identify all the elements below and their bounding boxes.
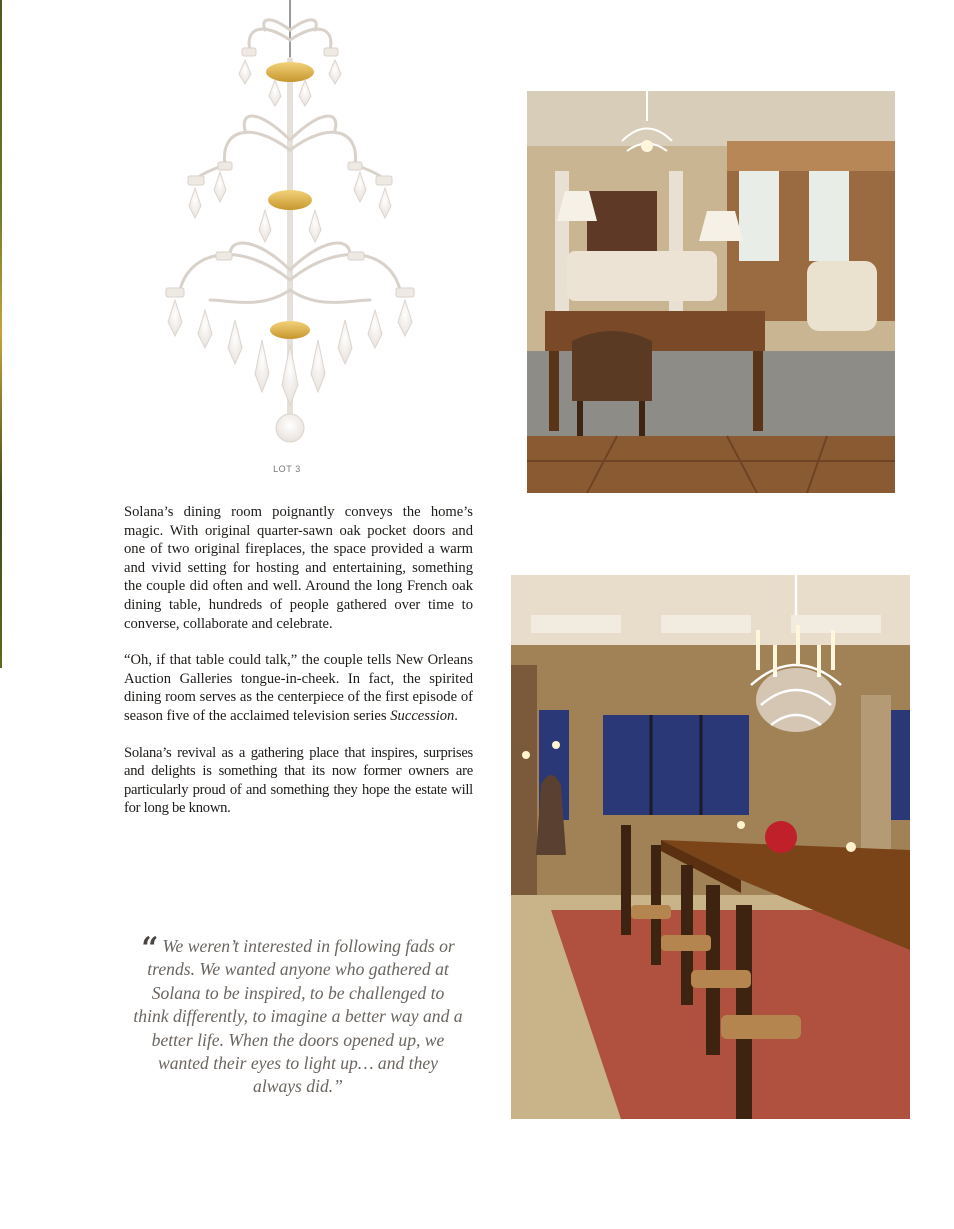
pull-quote <box>132 931 464 1099</box>
page-edge-strip <box>0 0 2 668</box>
article-body <box>124 503 473 836</box>
chandelier-icon <box>150 0 440 455</box>
paragraph-succession <box>124 651 473 725</box>
chandelier-lot-image <box>150 0 440 455</box>
paragraph-succession-text: “Oh, if that table could talk,” the couple tells New Orleans Auction Galleries tongue-in-cheek. In fact, the spirited dining room serves as the centerpiece of the first episode of season five of the acclaimed television series <box>124 652 473 724</box>
paragraph-revival: Solana’s revival as a gathering place that inspires, surprises and delights is something that its now former owners are particularly proud of and something they hope the estate will for long be known. <box>124 744 473 817</box>
paragraph-dining-room: Solana’s dining room poignantly conveys the home’s magic. With original quarter-sawn oak pocket doors and one of two original fireplaces, the space provided a warm and vivid setting for hosting and entertaining, something the couple did often and well. Around the long French oak dining table, hundreds of people gathered over time to converse, collaborate and celebrate. <box>124 504 473 632</box>
quote-mark-icon: “ <box>141 931 159 966</box>
series-title: Succession <box>390 707 455 724</box>
living-room-photo <box>527 91 895 493</box>
paragraph-succession-end: . <box>454 707 458 724</box>
dining-room-photo <box>511 575 910 1119</box>
lot-caption: LOT 3 <box>273 464 301 474</box>
pull-quote-text: We weren’t interested in following fads or trends. We wanted anyone who gathered at Solana to be inspired, to be challenged to think differently, to imagine a better way and a better life. When the doors opened up, we wanted their eyes to light up… and they always did.” <box>133 936 463 1097</box>
